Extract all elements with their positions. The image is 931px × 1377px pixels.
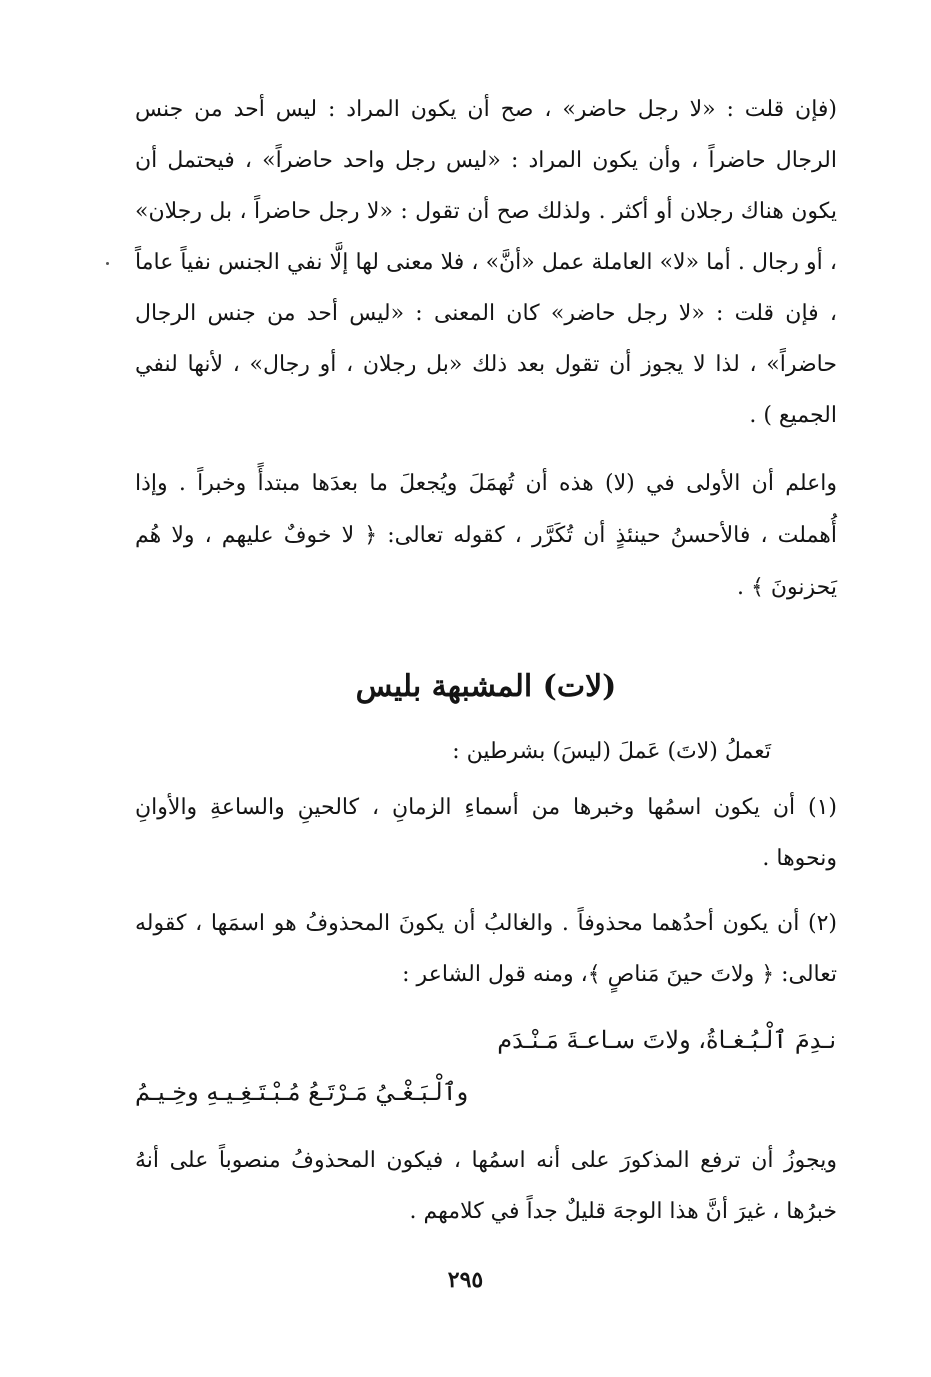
paragraph-raf-note: ويجوزُ أن ترفع المذكورَ على أنه اسمُها ، فيكون المحذوفُ منصوباً على أنهُ خبرُها ، غيرَ أنَّ هذا الوجهَ قليلٌ جداً في كلامهم . [135, 1148, 837, 1224]
section-intro: تَعملُ (لاتَ) عَملَ (ليسَ) بشرطين : [452, 739, 771, 764]
paragraph-negation-explanation: (فإن قلت : «لا رجل حاضر» ، صح أن يكون المراد : ليس أحد من جنس الرجال حاضراً ، وأن يكون المراد : «ليس رجل واحد حاضراً» ، فيحتمل أن يكون هناك رجلان أو أكثر . ولذلك صح أن تقول : «لا رجل حاضراً ، بل رجلان» ، أو رجال . أما «لا» العاملة عمل «أنَّ» ، فلا معنى لها إلَّا نفي الجنس نفياً عاماً ، فإن قلت : «لا رجل حاضر» كان المعنى : «ليس أحد من جنس الرجال حاضراً» ، لذا لا يجوز أن تقول بعد ذلك «بل رجلان ، أو رجال» ، لأنها لنفي الجميع ) . [135, 97, 837, 428]
margin-mark [106, 262, 109, 265]
poem-verse-first-hemistich: نـدِمَ ٱلْـبُـغـاةُ، ولاتَ سـاعـةَ مَـنْـدَم [497, 1026, 836, 1054]
page-number: ٢٩٥ [447, 1267, 484, 1293]
condition-one: (١) أن يكون اسمُها وخبرها من أسماءِ الزمانِ ، كالحينِ والساعةِ والأوانِ ونحوها . [135, 795, 838, 871]
paragraph-lamaal-note: واعلم أن الأولى في (لا) هذه أن تُهمَلَ ويُجعلَ ما بعدَها مبتدأً وخبراً . وإذا أُهملت ، فالأحسنُ حينئذٍ أن تُكَرَّر ، كقوله تعالى: ﴿ لا خوفٌ عليهم ، ولا هُم يَحزنونَ ﴾ . [135, 471, 837, 600]
poem-verse-second-hemistich: وٱلْـبَـغْـيُ مَـرْتَـعُ مُـبْـتَـغِـيـهِ وخِـيـمُ [135, 1078, 469, 1106]
section-heading: (لات) المشبهة بليس [355, 669, 617, 704]
condition-two: (٢) أن يكون أحدُهما محذوفاً . والغالبُ أن يكونَ المحذوفُ هو اسمَها ، كقوله تعالى: ﴿ ولاتَ حينَ مَناصٍ ﴾، ومنه قول الشاعر : [135, 911, 837, 987]
